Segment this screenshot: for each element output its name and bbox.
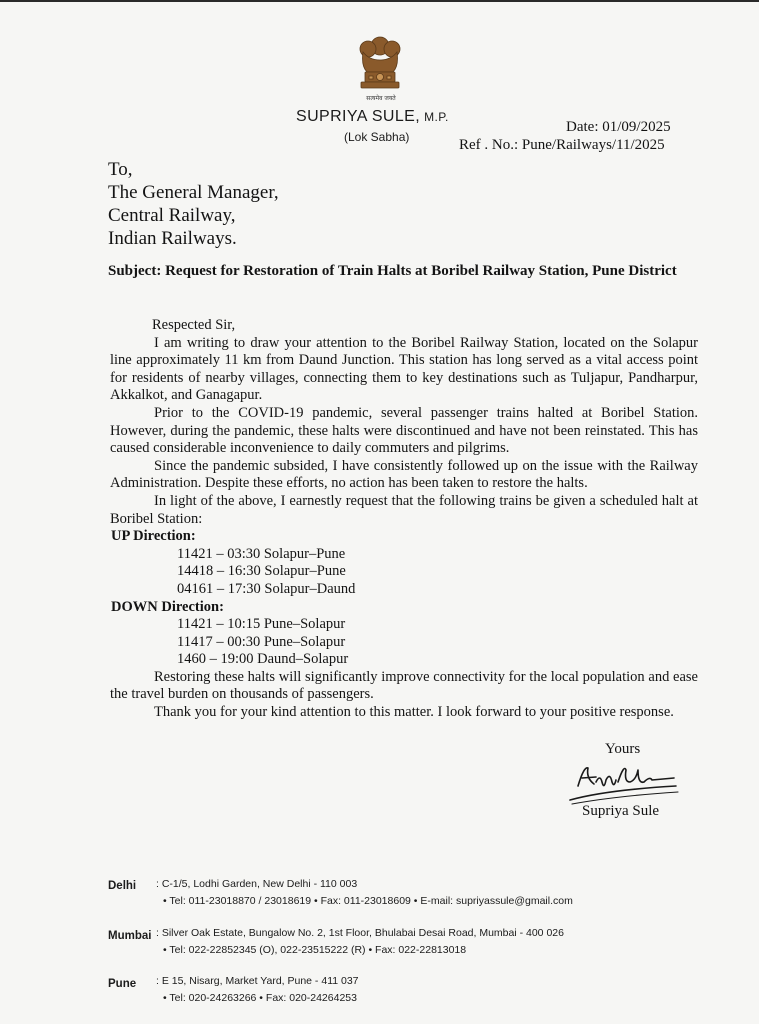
body-paragraph: Since the pandemic subsided, I have consistently followed up on the issue with the Railway Administration. Despite these efforts, no action has been taken to restore the halts. [110, 457, 698, 492]
train-item: 11421 – 03:30 Solapur–Pune [177, 545, 346, 562]
recipient-line: Indian Railways. [108, 228, 237, 249]
footer-contact: • Tel: 020-24263266 • Fax: 020-24264253 [163, 992, 357, 1004]
closing-yours: Yours [605, 741, 641, 757]
footer-address: : E 15, Nisarg, Market Yard, Pune - 411 037 [156, 975, 359, 987]
footer-city: Pune [108, 978, 137, 990]
subject-line: Subject: Request for Restoration of Train Halts at Boribel Railway Station, Pune District [108, 263, 677, 279]
handwritten-signature [566, 760, 684, 806]
reference-number: Ref . No.: Pune/Railways/11/2025 [459, 137, 665, 153]
down-direction-heading: DOWN Direction: [111, 598, 224, 615]
salutation: Respected Sir, [152, 317, 236, 333]
footer-contact: • Tel: 022-22852345 (O), 022-23515222 (R) • Fax: 022-22813018 [163, 944, 467, 956]
signatory-name: Supriya Sule [582, 803, 660, 819]
recipient-line: Central Railway, [108, 205, 236, 226]
body-paragraph: I am writing to draw your attention to the Boribel Railway Station, located on the Solapur line approximately 11 km from Daund Junction. This station has long served as a vital access point for residents of nearby villages, connecting them to key destinations such as Tuljapur, Pandharpur, Akkalkot, and Ganagapur. [110, 334, 698, 404]
body-paragraph: Restoring these halts will significantly improve connectivity for the local population and ease the travel burden on thousands of passengers. [110, 668, 698, 703]
letterhead-name [296, 108, 449, 126]
train-item: 11417 – 00:30 Pune–Solapur [177, 633, 346, 650]
footer-city: Delhi [108, 880, 137, 892]
up-direction-heading: UP Direction: [111, 528, 196, 545]
letter-body [110, 317, 698, 722]
train-item: 1460 – 19:00 Daund–Solapur [177, 651, 349, 668]
footer-city: Mumbai [108, 930, 152, 942]
emblem-motto: सत्यमेव जयते [366, 95, 396, 102]
body-paragraph: In light of the above, I earnestly request that the following trains be given a scheduled halt at Boribel Station: [110, 492, 698, 527]
mp-name: SUPRIYA SULE, [296, 108, 421, 125]
footer-contact: • Tel: 011-23018870 / 23018619 • Fax: 011-23018609 • E-mail: supriyassule@gmail.com [163, 895, 573, 907]
top-border [0, 0, 759, 2]
letterhead-house: (Lok Sabha) [344, 130, 410, 144]
letter-date: Date: 01/09/2025 [566, 119, 671, 135]
train-item: 11421 – 10:15 Pune–Solapur [177, 616, 346, 633]
mp-designation: M.P. [424, 110, 449, 124]
train-item: 04161 – 17:30 Solapur–Daund [177, 580, 356, 597]
state-emblem-icon [355, 26, 405, 98]
recipient-line: The General Manager, [108, 182, 279, 203]
footer-address: : C-1/5, Lodhi Garden, New Delhi - 110 003 [156, 878, 358, 890]
body-paragraph: Prior to the COVID-19 pandemic, several passenger trains halted at Boribel Station. However, during the pandemic, these halts were discontinued and have not been reinstated. This has caused considerable inconvenience to daily commuters and pilgrims. [110, 404, 698, 457]
recipient-block [108, 158, 279, 250]
to-line: To, [108, 159, 133, 180]
body-paragraph: Thank you for your kind attention to this matter. I look forward to your positive response. [154, 704, 674, 721]
footer-address: : Silver Oak Estate, Bungalow No. 2, 1st Floor, Bhulabai Desai Road, Mumbai - 400 026 [156, 927, 564, 939]
train-item: 14418 – 16:30 Solapur–Pune [177, 563, 346, 580]
